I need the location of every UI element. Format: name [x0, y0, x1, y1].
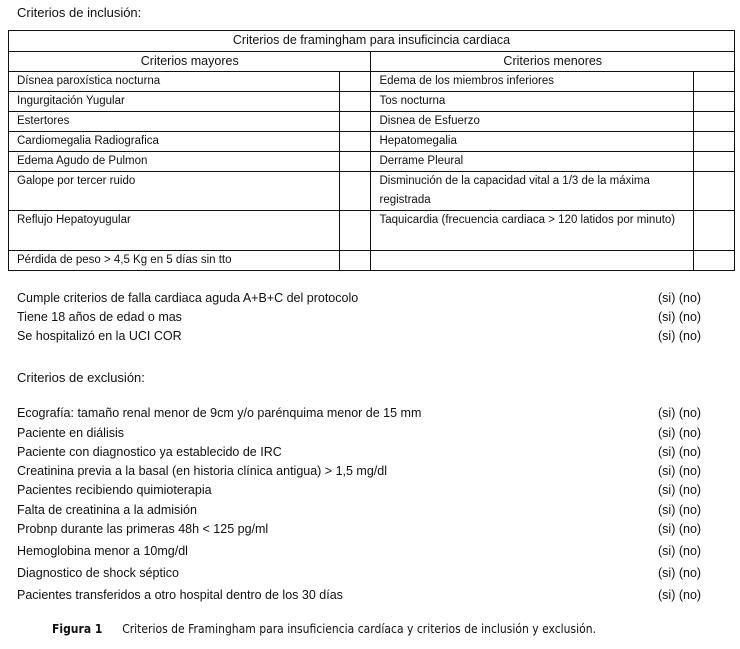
criterion-item	[17, 464, 707, 478]
yes-no-options[interactable]: (si) (no)	[658, 310, 702, 324]
criterion-item	[17, 483, 707, 497]
minor-check-cell[interactable]	[694, 132, 735, 152]
minor-criterion: Derrame Pleural	[371, 152, 694, 172]
major-criterion: Pérdida de peso > 4,5 Kg en 5 días sin tto	[9, 251, 340, 271]
criterion-item	[17, 588, 707, 602]
criterion-item	[17, 291, 707, 305]
major-check-cell[interactable]	[339, 72, 371, 92]
yes-no-options[interactable]: (si) (no)	[658, 329, 702, 343]
criterion-item	[17, 310, 707, 324]
col-header-minor: Criterios menores	[371, 52, 735, 72]
criterion-text: Paciente en diálisis	[17, 426, 125, 440]
minor-criterion	[371, 251, 694, 271]
criterion-item	[17, 426, 707, 440]
minor-check-cell[interactable]	[694, 92, 735, 112]
criterion-text: Probnp durante las primeras 48h < 125 pg/ml	[17, 522, 269, 536]
table-row	[9, 112, 735, 132]
criterion-text: Ecografía: tamaño renal menor de 9cm y/o parénquima menor de 15 mm	[17, 406, 422, 420]
minor-check-cell[interactable]	[694, 172, 735, 211]
major-criterion: Cardiomegalia Radiografica	[9, 132, 340, 152]
table-row	[9, 72, 735, 92]
criterion-item	[17, 503, 707, 517]
yes-no-options[interactable]: (si) (no)	[658, 544, 702, 558]
table-row	[9, 132, 735, 152]
yes-no-options[interactable]: (si) (no)	[658, 566, 702, 580]
major-criterion: Estertores	[9, 112, 340, 132]
yes-no-options[interactable]: (si) (no)	[658, 588, 702, 602]
minor-check-cell[interactable]	[694, 152, 735, 172]
criterion-text: Tiene 18 años de edad o mas	[17, 310, 182, 324]
minor-criterion: Edema de los miembros inferiores	[371, 72, 694, 92]
yes-no-options[interactable]: (si) (no)	[658, 406, 702, 420]
criterion-text: Pacientes recibiendo quimioterapia	[17, 483, 212, 497]
yes-no-options[interactable]: (si) (no)	[658, 291, 702, 305]
framingham-table	[8, 30, 735, 271]
criterion-item	[17, 522, 707, 536]
criterion-item	[17, 566, 707, 580]
yes-no-options[interactable]: (si) (no)	[658, 522, 702, 536]
caption-label: Figura 1	[52, 622, 103, 636]
yes-no-options[interactable]: (si) (no)	[658, 503, 702, 517]
yes-no-options[interactable]: (si) (no)	[658, 464, 702, 478]
criterion-text: Diagnostico de shock séptico	[17, 566, 179, 580]
major-check-cell[interactable]	[339, 92, 371, 112]
caption-text: Criterios de Framingham para insuficiencia cardíaca y criterios de inclusión y exclusión.	[122, 622, 597, 636]
criterion-item	[17, 406, 707, 420]
table-row	[9, 152, 735, 172]
yes-no-options[interactable]: (si) (no)	[658, 483, 702, 497]
exclusion-heading: Criterios de exclusión:	[17, 370, 145, 385]
table-title: Criterios de framingham para insuficincia cardiaca	[9, 31, 735, 52]
minor-check-cell[interactable]	[694, 251, 735, 271]
criterion-text: Hemoglobina menor a 10mg/dl	[17, 544, 188, 558]
major-check-cell[interactable]	[339, 152, 371, 172]
figure-caption	[52, 622, 596, 636]
minor-criterion: Taquicardia (frecuencia cardiaca > 120 latidos por minuto)	[371, 211, 694, 251]
minor-criterion: Disminución de la capacidad vital a 1/3 de la máxima registrada	[371, 172, 694, 211]
minor-check-cell[interactable]	[694, 211, 735, 251]
major-criterion: Ingurgitación Yugular	[9, 92, 340, 112]
criterion-text: Pacientes transferidos a otro hospital dentro de los 30 días	[17, 588, 343, 602]
table-row	[9, 251, 735, 271]
minor-criterion: Tos nocturna	[371, 92, 694, 112]
criterion-text: Falta de creatinina a la admisión	[17, 503, 197, 517]
major-criterion: Edema Agudo de Pulmon	[9, 152, 340, 172]
criterion-text: Cumple criterios de falla cardiaca aguda A+B+C del protocolo	[17, 291, 359, 305]
table-row	[9, 92, 735, 112]
minor-check-cell[interactable]	[694, 72, 735, 92]
major-criterion: Galope por tercer ruido	[9, 172, 340, 211]
minor-criterion: Disnea de Esfuerzo	[371, 112, 694, 132]
minor-check-cell[interactable]	[694, 112, 735, 132]
table-row	[9, 172, 735, 211]
inclusion-heading: Criterios de inclusión:	[17, 5, 142, 20]
criterion-item	[17, 329, 707, 343]
major-check-cell[interactable]	[339, 112, 371, 132]
major-criterion: Dísnea paroxística nocturna	[9, 72, 340, 92]
yes-no-options[interactable]: (si) (no)	[658, 445, 702, 459]
table-row	[9, 211, 735, 251]
major-check-cell[interactable]	[339, 251, 371, 271]
major-criterion: Reflujo Hepatoyugular	[9, 211, 340, 251]
major-check-cell[interactable]	[339, 132, 371, 152]
criterion-text: Creatinina previa a la basal (en historia clínica antigua) > 1,5 mg/dl	[17, 464, 387, 478]
criterion-item	[17, 445, 707, 459]
yes-no-options[interactable]: (si) (no)	[658, 426, 702, 440]
major-check-cell[interactable]	[339, 211, 371, 251]
criterion-item	[17, 544, 707, 558]
col-header-major: Criterios mayores	[9, 52, 371, 72]
major-check-cell[interactable]	[339, 172, 371, 211]
minor-criterion: Hepatomegalia	[371, 132, 694, 152]
criterion-text: Paciente con diagnostico ya establecido de IRC	[17, 445, 282, 459]
criterion-text: Se hospitalizó en la UCI COR	[17, 329, 182, 343]
